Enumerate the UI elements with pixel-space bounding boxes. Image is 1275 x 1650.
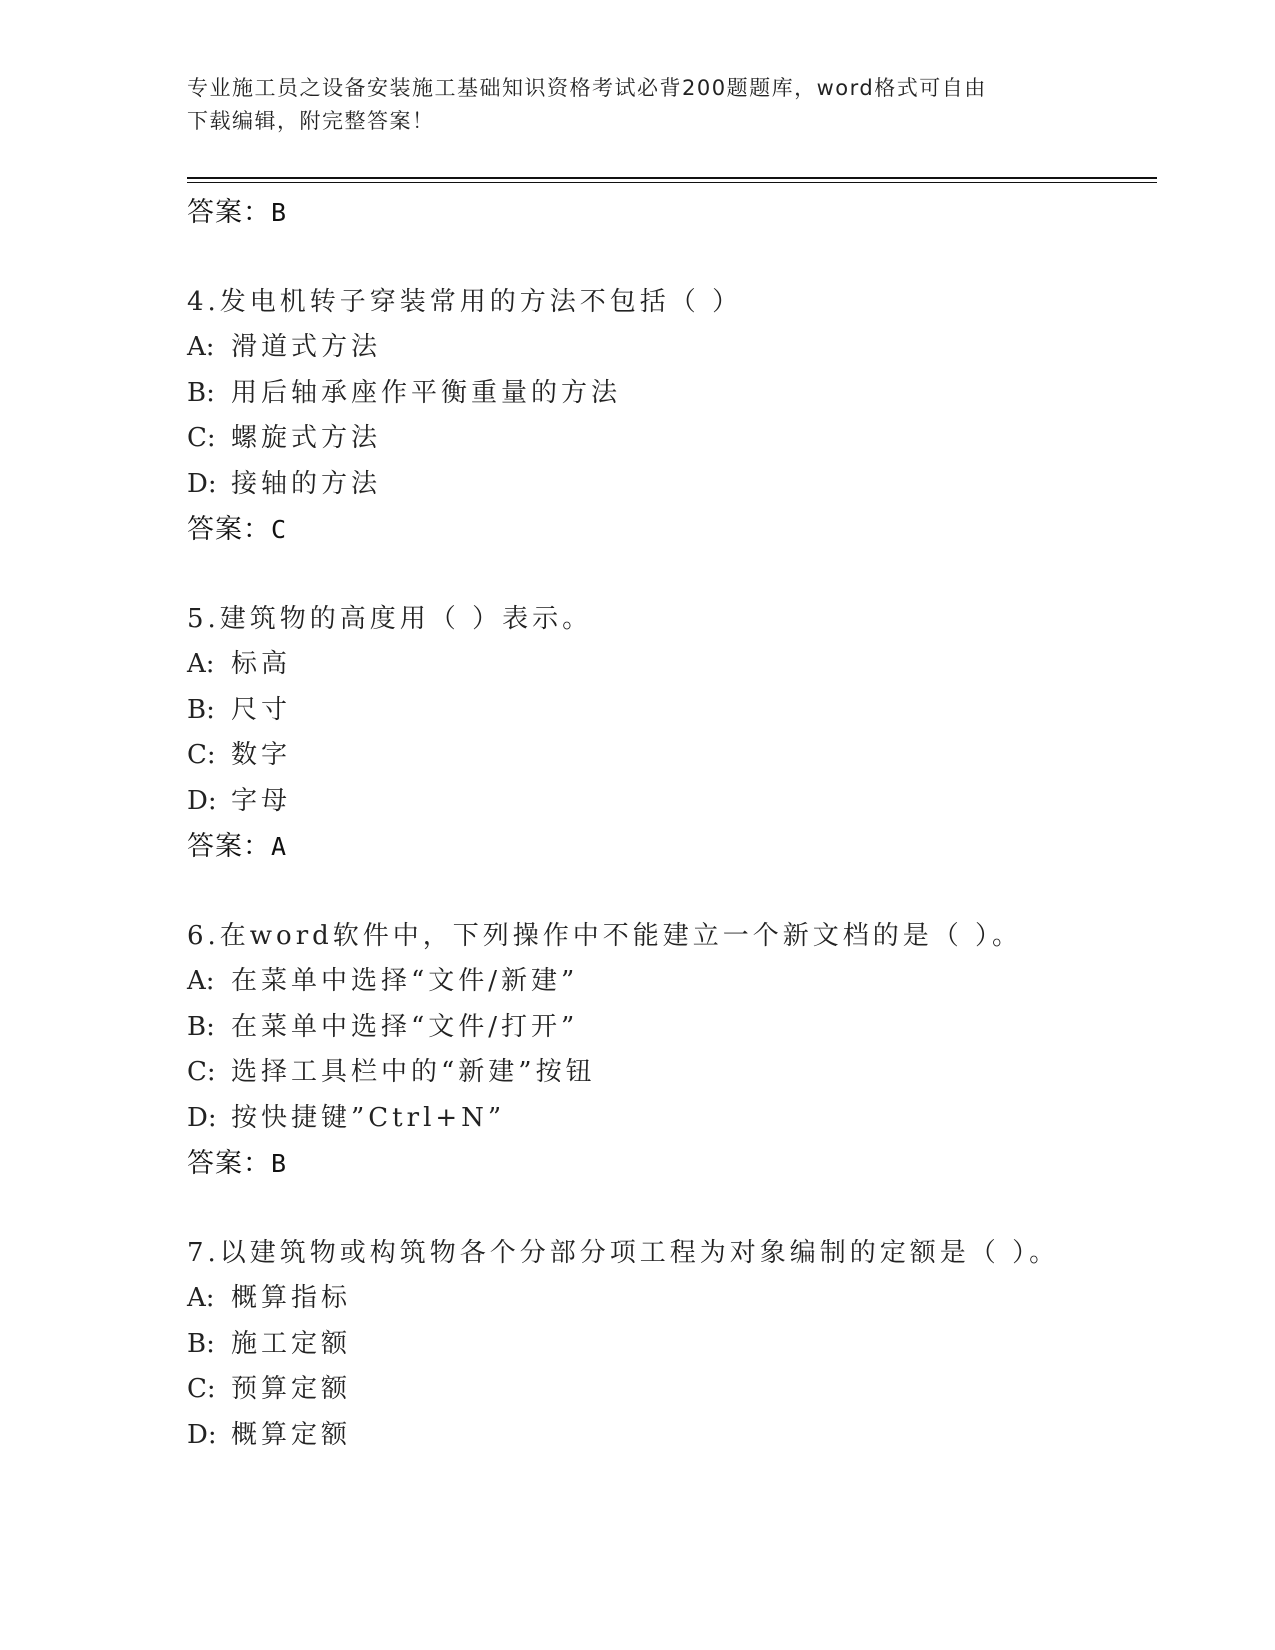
option-label: A: [187,1283,215,1313]
option-a [187,1276,1147,1322]
answer-prefix: 答案： [187,831,271,862]
option-b [187,1005,1147,1051]
option-text: 施工定额 [231,1328,352,1359]
option-d [187,779,1147,825]
answer-value: B [271,1149,288,1178]
option-a [187,642,1147,688]
option-label: C: [187,1057,216,1087]
option-label: D: [187,1419,217,1450]
option-a [187,959,1147,1005]
option-c [187,1367,1147,1413]
header-line-2: 下载编辑，附完整答案！ [187,109,435,133]
option-text: 在菜单中选择“文件/打开” [231,1011,579,1042]
option-b [187,1322,1147,1368]
option-text: 按快捷键”Ctrl+N” [231,1102,506,1133]
answer-line [187,190,1147,235]
document-header [187,72,1067,138]
option-label: A: [187,966,215,996]
option-label: B: [187,1328,215,1359]
option-a [187,325,1147,371]
answer-prefix: 答案： [187,197,271,228]
option-text: 用后轴承座作平衡重量的方法 [231,377,622,408]
option-text: 概算定额 [231,1419,352,1450]
option-label: A: [187,649,215,679]
option-label: D: [187,1102,217,1133]
answer-line [187,824,1147,869]
question-text: 4.发电机转子穿装常用的方法不包括（ ） [187,287,743,317]
option-d [187,1096,1147,1142]
option-label: D: [187,785,217,816]
option-label: C: [187,423,216,453]
option-b [187,371,1147,417]
question-block [187,279,1147,552]
header-divider-thin [187,182,1157,183]
answer-prefix: 答案： [187,514,271,545]
option-text: 概算指标 [231,1283,352,1313]
option-text: 标高 [231,649,292,679]
answer-prefix: 答案： [187,1148,271,1179]
option-text: 尺寸 [231,694,292,725]
option-text: 接轴的方法 [231,468,382,499]
answer-line [187,1141,1147,1186]
answer-value: C [271,515,288,544]
option-label: C: [187,740,216,770]
option-text: 预算定额 [231,1374,352,1404]
question-text: 5.建筑物的高度用（ ）表示。 [187,604,593,634]
question-block [187,1230,1147,1458]
answer-value: A [271,832,288,861]
option-c [187,733,1147,779]
question-block [187,913,1147,1186]
option-b [187,688,1147,734]
option-label: D: [187,468,217,499]
option-label: C: [187,1374,216,1404]
option-c [187,1050,1147,1096]
question-text: 7.以建筑物或构筑物各个分部分项工程为对象编制的定额是（ ）。 [187,1238,1060,1268]
answer-value: B [271,198,288,227]
option-text: 选择工具栏中的“新建”按钮 [231,1057,596,1087]
option-text: 螺旋式方法 [231,423,382,453]
question-text: 6.在word软件中，下列操作中不能建立一个新文档的是（ ）。 [187,921,1023,951]
option-text: 滑道式方法 [231,332,382,362]
option-text: 数字 [231,740,292,770]
question-list [187,190,1147,1458]
option-label: B: [187,694,215,725]
answer-line [187,507,1147,552]
option-d [187,1413,1147,1459]
option-d [187,462,1147,508]
option-label: A: [187,332,215,362]
option-text: 字母 [231,785,292,816]
question-block [187,596,1147,869]
option-label: B: [187,1011,215,1042]
option-c [187,416,1147,462]
header-divider [187,177,1157,179]
header-line-1: 专业施工员之设备安装施工基础知识资格考试必背200题题库，word格式可自由 [187,76,987,100]
option-label: B: [187,377,215,408]
option-text: 在菜单中选择“文件/新建” [231,966,579,996]
